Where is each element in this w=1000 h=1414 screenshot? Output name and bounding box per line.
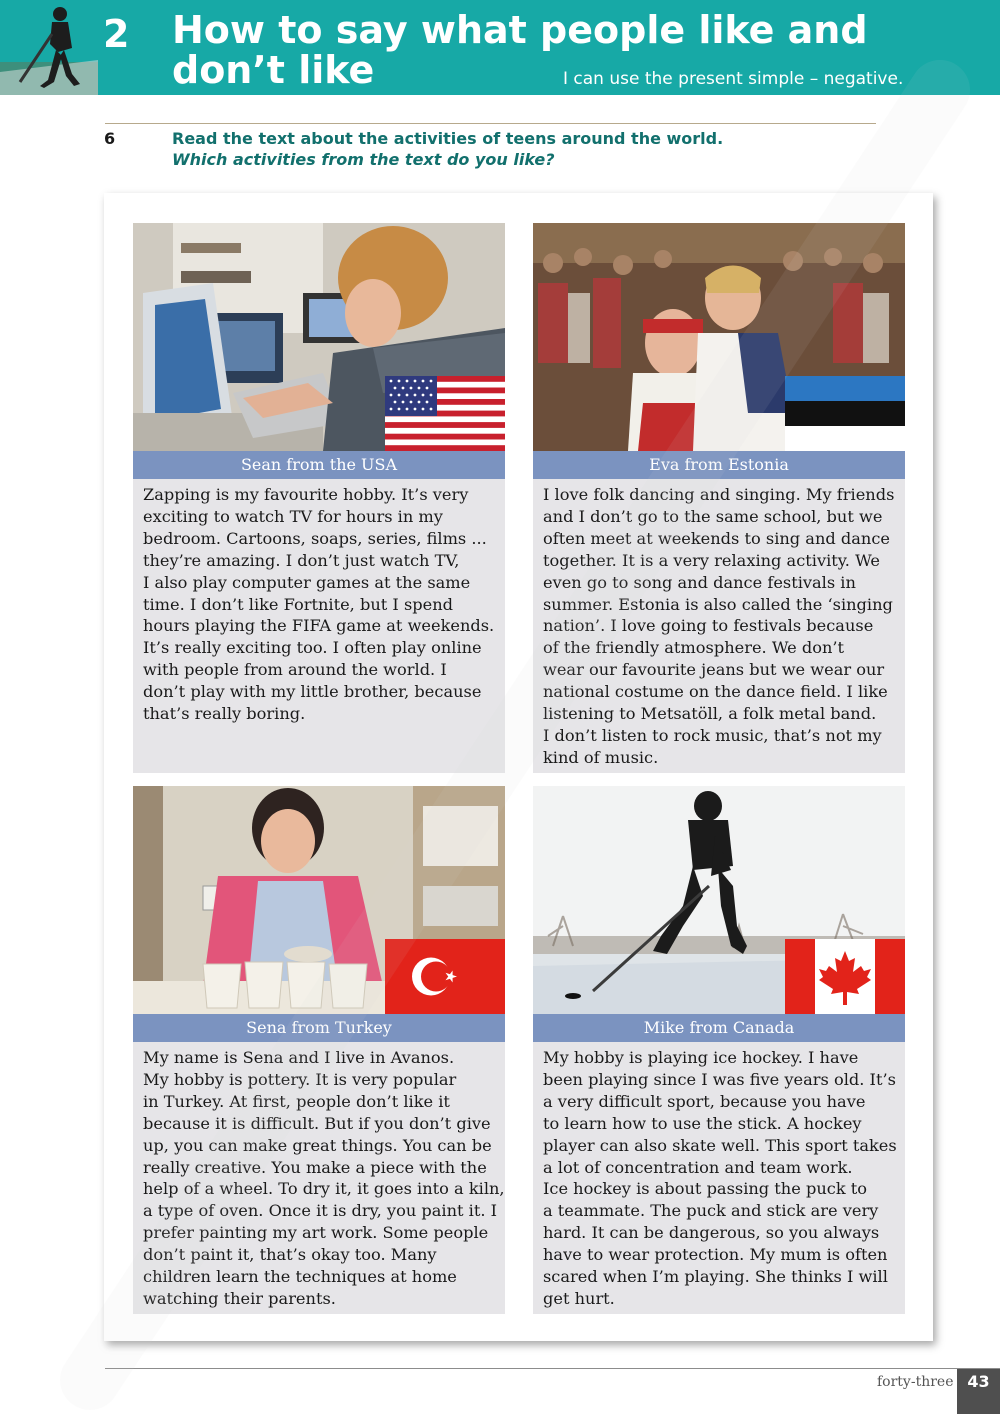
profile-text — [533, 479, 905, 775]
text-line: My hobby is pottery. It is very popular — [143, 1069, 457, 1089]
text-line: up, you can make great things. You can be — [143, 1135, 492, 1155]
text-line: they’re amazing. I don’t just watch TV, — [143, 550, 460, 570]
text-line: a teammate. The puck and stick are very — [543, 1201, 879, 1221]
text-line: to learn how to use the stick. A hockey — [543, 1113, 862, 1133]
text-line: scared when I’m playing. She thinks I will — [543, 1267, 888, 1287]
profile-text — [533, 1042, 905, 1316]
text-line: I also play computer games at the same — [143, 572, 471, 592]
page-number-words: forty-three — [877, 1374, 954, 1390]
text-line: It’s really exciting too. I often play online — [143, 638, 482, 658]
text-line: time. I don’t like Fortnite, but I spend — [143, 594, 453, 614]
exercise-question: Which activities from the text do you like? — [172, 150, 555, 169]
text-line: My name is Sena and I live in Avanos. — [143, 1048, 455, 1067]
unit-title-line-1: How to say what people like and — [172, 8, 868, 52]
text-line: a type of oven. Once it is dry, you paint it. I — [143, 1201, 498, 1221]
text-line: I love folk dancing and singing. My friends — [543, 485, 895, 504]
text-line: My hobby is playing ice hockey. I have — [543, 1048, 859, 1067]
text-line: a very difficult sport, because you have — [543, 1091, 866, 1111]
profile-name: Eva from Estonia — [533, 451, 905, 479]
text-line: don’t play with my little brother, because — [143, 682, 482, 702]
footer-divider — [105, 1368, 1000, 1369]
text-line: really creative. You make a piece with the — [143, 1157, 487, 1177]
text-line: bedroom. Cartoons, soaps, series, films ... — [143, 528, 487, 548]
turkey-flag-icon — [385, 939, 505, 1014]
text-line: with people from around the world. I — [143, 660, 447, 680]
text-line: often meet at weekends to sing and dance — [543, 528, 890, 548]
text-line: I don’t listen to rock music, that’s not my — [543, 725, 882, 745]
profile-text — [133, 1042, 505, 1316]
profile-text — [133, 479, 505, 731]
text-line: even go to song and dance festivals in — [543, 572, 856, 592]
text-line: together. It is a very relaxing activity. We — [543, 550, 880, 570]
unit-header-banner — [0, 0, 1000, 95]
can-do-statement: I can use the present simple – negative. — [563, 69, 904, 89]
exercise-instruction: Read the text about the activities of teens around the world. — [172, 129, 724, 148]
text-line: a lot of concentration and team work. — [543, 1157, 853, 1177]
profile-text-box — [133, 1042, 505, 1314]
text-line: and I don’t go to the same school, but we — [543, 506, 883, 526]
page-number: 43 — [957, 1369, 1000, 1414]
text-line: get hurt. — [543, 1288, 615, 1308]
estonia-flag-icon — [785, 376, 905, 451]
text-line: wear our favourite jeans but we wear our — [543, 660, 885, 680]
text-line: in Turkey. At first, people don’t like it — [143, 1091, 450, 1111]
usa-flag-icon — [385, 376, 505, 451]
text-line: summer. Estonia is also called the ‘singing — [543, 594, 893, 614]
profile-text-box — [533, 479, 905, 773]
text-line: have to wear protection. My mum is often — [543, 1245, 888, 1265]
text-line: hours playing the FIFA game at weekends. — [143, 616, 495, 636]
text-line: listening to Metsatöll, a folk metal band. — [543, 704, 877, 724]
canada-flag-icon — [785, 939, 905, 1014]
text-line: because it is difficult. But if you don’t give — [143, 1113, 491, 1133]
text-line: don’t paint it, that’s okay too. Many — [143, 1245, 437, 1265]
exercise-number: 6 — [104, 129, 116, 148]
profile-name: Sean from the USA — [133, 451, 505, 479]
text-line: national costume on the dance field. I like — [543, 682, 888, 702]
divider — [105, 123, 876, 124]
text-line: player can also skate well. This sport takes — [543, 1135, 897, 1155]
profiles-card — [104, 193, 933, 1341]
text-line: help of a wheel. To dry it, it goes into a kiln, — [143, 1179, 505, 1199]
text-line: that’s really boring. — [143, 704, 306, 724]
text-line: children learn the techniques at home — [143, 1267, 457, 1287]
text-line: nation’. I love going to festivals because — [543, 616, 874, 636]
text-line: Ice hockey is about passing the puck to — [543, 1179, 868, 1199]
profile-name: Mike from Canada — [533, 1014, 905, 1042]
unit-number: 2 — [103, 12, 130, 56]
text-line: Zapping is my favourite hobby. It’s very — [143, 485, 469, 504]
text-line: been playing since I was five years old. It’s — [543, 1069, 896, 1089]
text-line: prefer painting my art work. Some people — [143, 1223, 489, 1243]
unit-title-line-2: don’t like — [172, 48, 375, 92]
text-line: kind of music. — [543, 747, 659, 767]
profile-name: Sena from Turkey — [133, 1014, 505, 1042]
profile-text-box — [533, 1042, 905, 1314]
text-line: of the friendly atmosphere. We don’t — [543, 638, 845, 658]
text-line: watching their parents. — [143, 1288, 336, 1308]
profile-text-box — [133, 479, 505, 773]
hockey-player-thumbnail — [0, 0, 98, 95]
text-line: hard. It can be dangerous, so you always — [543, 1223, 880, 1243]
text-line: exciting to watch TV for hours in my — [143, 506, 443, 526]
